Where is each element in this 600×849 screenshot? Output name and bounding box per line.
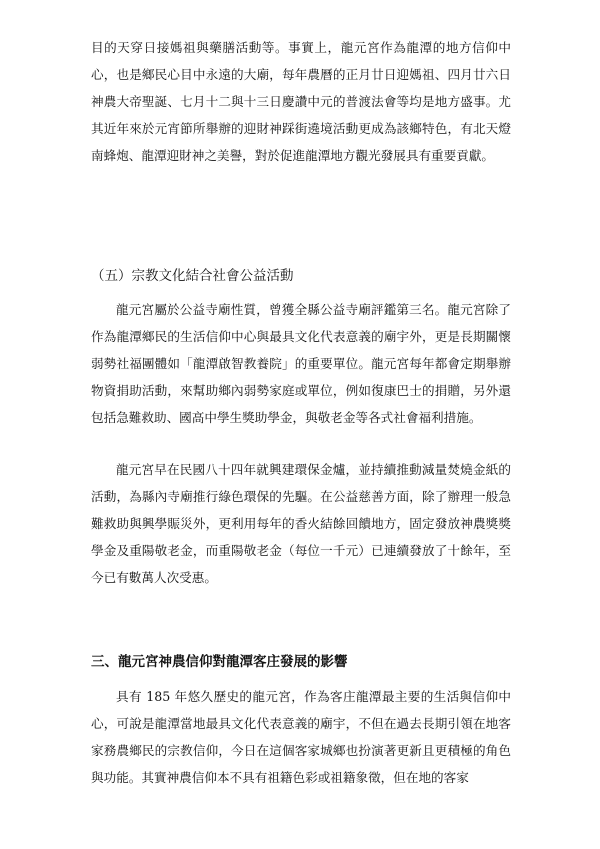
section-three-heading: 三、龍元宮神農信仰對龍潭客庄發展的影響 [91,654,348,670]
paragraph-continued: 目的天穿日接媽祖與藥膳活動等。事實上，龍元宮作為龍潭的地方信仰中心，也是鄉民心目中永遠的大廟，每年農曆的正月廿日迎媽祖、四月廿六日神農大帝聖誕、七月十二與十三日慶讚中元的普渡法會等均是地方盛事。尤其近年來於元宵節所舉辦的迎財神踩街遶境活動更成為該鄉特色，有北天燈南蜂炮、龍潭迎財神之美譽，對於促進龍潭地方觀光發展具有重要貢獻。 [91,40,511,163]
section-three-paragraph-1: 具有 185 年悠久歷史的龍元宮，作為客庄龍潭最主要的生活與信仰中心，可說是龍潭當地最具文化代表意義的廟宇，不但在過去長期引領在地客家務農鄉民的宗教信仰，今日在這個客家城鄉也扮演著更新且更積極的角色與功能。其實神農信仰本不具有祖籍色彩或祖籍象徵，但在地的客家 [91,689,511,785]
section-five-heading: （五）宗教文化結合社會公益活動 [91,268,294,284]
section-five-paragraph-2: 龍元宮早在民國八十四年就興建環保金爐，並持續推動減量焚燒金紙的活動，為縣內寺廟推行綠色環保的先驅。在公益慈善方面，除了辦理一般急難救助與興學賑災外，更利用每年的香火結餘回饋地方，固定發放神農獎獎學金及重陽敬老金，而重陽敬老金（每位一千元）已連續發放了十餘年，至今已有數萬人次受惠。 [91,462,511,585]
section-five-paragraph-1: 龍元宮屬於公益寺廟性質，曾獲全縣公益寺廟評鑑第三名。龍元宮除了作為龍潭鄉民的生活信仰中心與最具文化代表意義的廟宇外，更是長期關懷弱勢社福團體如「龍潭啟智教養院」的重要單位。龍元宮每年都會定期舉辦物資捐助活動，來幫助鄉內弱勢家庭或單位，例如復康巴士的捐贈，另外還包括急難救助、國高中學生獎助學金，與敬老金等各式社會福利措施。 [91,302,511,425]
